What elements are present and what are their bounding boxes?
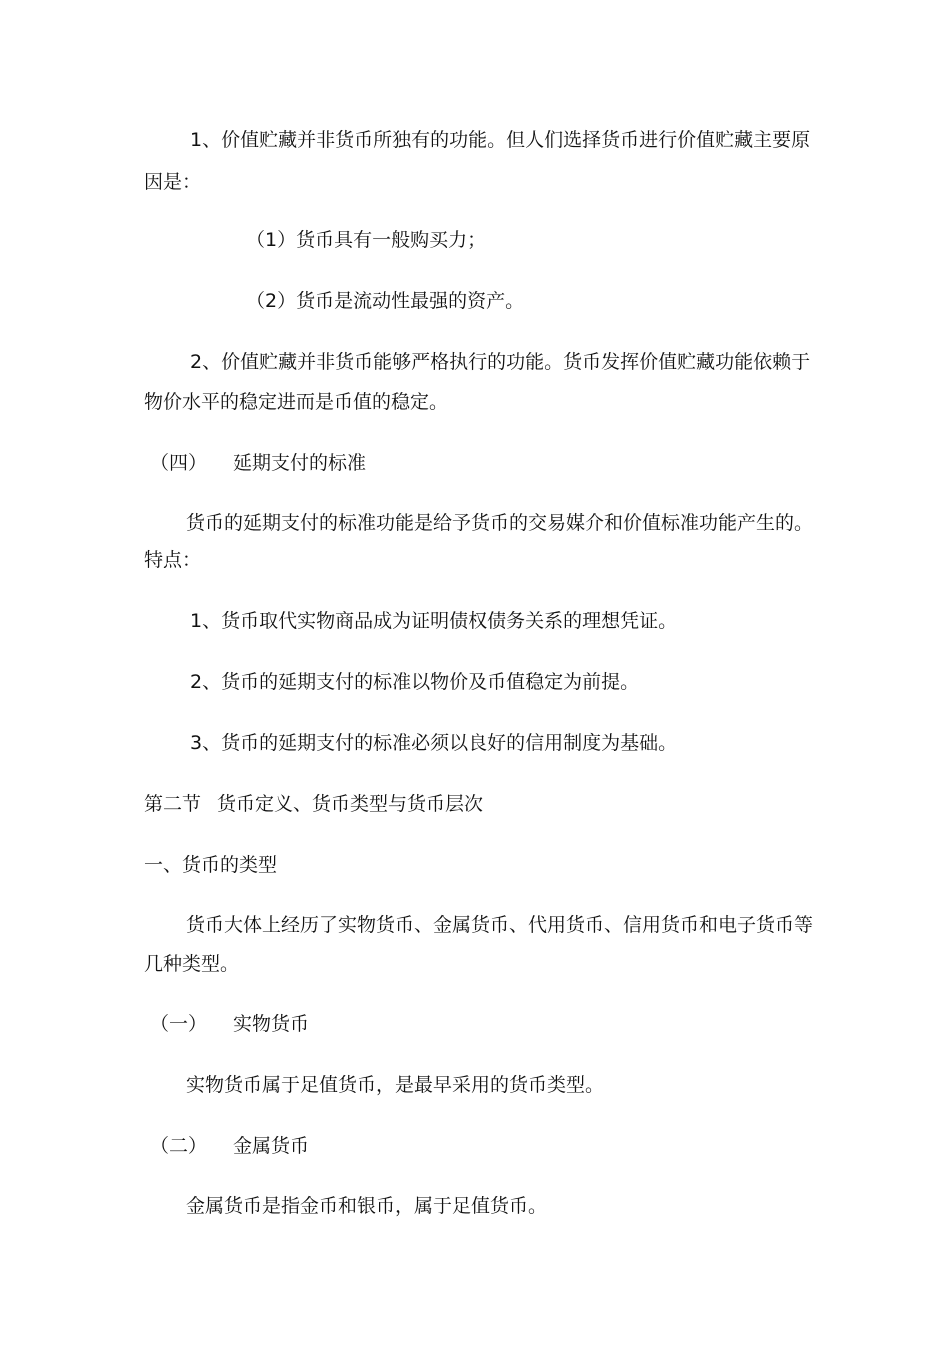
heading-label: （四） xyxy=(150,452,208,474)
feature-item-1: 1、货币取代实物商品成为证明债权债务关系的理想凭证。 xyxy=(190,610,678,632)
section-title: 货币定义、货币类型与货币层次 xyxy=(217,793,484,815)
paragraph-8: 实物货币属于足值货币，是最早采用的货币类型。 xyxy=(186,1074,605,1096)
paragraph-2-line-1: 2、价值贮藏并非货币能够严格执行的功能。货币发挥价值贮藏功能依赖于 xyxy=(190,351,811,373)
paragraph-1-line-1: 1、价值贮藏并非货币所独有的功能。但人们选择货币进行价值贮藏主要原 xyxy=(190,129,811,151)
paragraph-3-line-1: 货币的延期支付的标准功能是给予货币的交易媒介和价值标准功能产生的。 xyxy=(186,512,814,534)
heading-text: 延期支付的标准 xyxy=(233,452,367,474)
paragraph-7-line-2: 几种类型。 xyxy=(144,953,240,975)
heading-label: （一） xyxy=(150,1013,208,1035)
heading-label: （二） xyxy=(150,1135,208,1157)
heading-commodity-money xyxy=(150,1012,309,1036)
paragraph-7-line-1: 货币大体上经历了实物货币、金属货币、代用货币、信用货币和电子货币等 xyxy=(186,914,814,936)
heading-deferred-payment xyxy=(150,451,366,475)
heading-metal-money xyxy=(150,1134,309,1158)
list-item-1: （1）货币具有一般购买力； xyxy=(246,229,487,251)
paragraph-9: 金属货币是指金币和银币，属于足值货币。 xyxy=(186,1195,548,1217)
paragraph-2-line-2: 物价水平的稳定进而是币值的稳定。 xyxy=(144,391,449,413)
paragraph-3-line-2: 特点： xyxy=(144,549,202,571)
heading-text: 实物货币 xyxy=(233,1013,310,1035)
feature-item-3: 3、货币的延期支付的标准必须以良好的信用制度为基础。 xyxy=(190,732,678,754)
subsection-heading: 一、货币的类型 xyxy=(144,854,278,876)
feature-item-2: 2、货币的延期支付的标准以物价及币值稳定为前提。 xyxy=(190,671,640,693)
heading-text: 金属货币 xyxy=(233,1135,310,1157)
list-item-2: （2）货币是流动性最强的资产。 xyxy=(246,290,525,312)
section-label: 第二节 xyxy=(144,793,202,815)
section-heading xyxy=(144,792,483,816)
paragraph-1-line-2: 因是： xyxy=(144,171,202,193)
